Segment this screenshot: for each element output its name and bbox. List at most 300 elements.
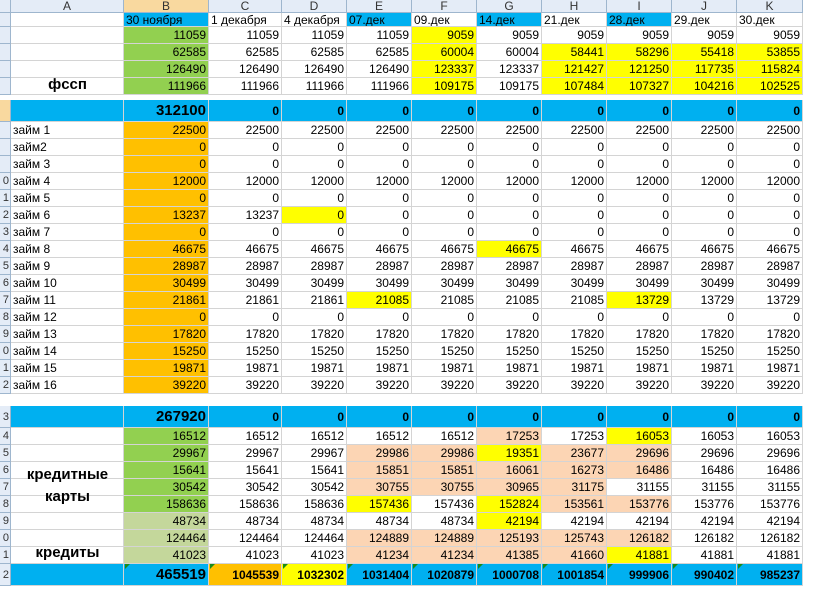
cell[interactable]: 30755 xyxy=(412,479,477,496)
cell[interactable]: 15250 xyxy=(209,343,282,360)
cell[interactable]: 124889 xyxy=(412,530,477,547)
row-label[interactable] xyxy=(11,428,124,445)
cell[interactable]: 0 xyxy=(412,207,477,224)
row-number[interactable] xyxy=(0,13,11,27)
cell[interactable]: 29986 xyxy=(347,445,412,462)
cell[interactable]: 0 xyxy=(737,224,803,241)
cell[interactable]: 0 xyxy=(542,100,607,122)
cell[interactable]: 0 xyxy=(412,406,477,428)
cell[interactable]: 123337 xyxy=(477,61,542,78)
date-header-0[interactable] xyxy=(11,13,124,27)
cell[interactable]: 19871 xyxy=(737,360,803,377)
cell[interactable]: 1000708 xyxy=(477,564,542,586)
cell[interactable]: 153776 xyxy=(737,496,803,513)
cell[interactable]: 0 xyxy=(542,224,607,241)
row-number[interactable]: 5 xyxy=(0,258,11,275)
cell[interactable]: 46675 xyxy=(607,241,672,258)
row-number[interactable]: 1 xyxy=(0,190,11,207)
cell[interactable]: 29967 xyxy=(282,445,347,462)
cell[interactable]: 39220 xyxy=(737,377,803,394)
cell[interactable]: 9059 xyxy=(672,27,737,44)
column-header-E[interactable]: E xyxy=(347,0,412,13)
cell[interactable]: 0 xyxy=(672,224,737,241)
cell[interactable]: 17820 xyxy=(737,326,803,343)
row-label[interactable]: займ 6 xyxy=(11,207,124,224)
cell[interactable]: 46675 xyxy=(124,241,209,258)
cell[interactable]: 0 xyxy=(737,406,803,428)
cell[interactable]: 39220 xyxy=(477,377,542,394)
cell[interactable]: 29696 xyxy=(607,445,672,462)
cell[interactable]: 19871 xyxy=(542,360,607,377)
cell[interactable]: 0 xyxy=(607,156,672,173)
row-number[interactable]: 2 xyxy=(0,377,11,394)
cell[interactable]: 0 xyxy=(672,139,737,156)
cell[interactable]: 12000 xyxy=(607,173,672,190)
cell[interactable]: 0 xyxy=(124,224,209,241)
row-number[interactable]: 5 xyxy=(0,445,11,462)
cell[interactable]: 15250 xyxy=(477,343,542,360)
cell[interactable]: 0 xyxy=(737,139,803,156)
cell[interactable]: 124889 xyxy=(347,530,412,547)
cell[interactable]: 22500 xyxy=(477,122,542,139)
cell[interactable]: 0 xyxy=(209,309,282,326)
row-label[interactable] xyxy=(11,406,124,428)
cell[interactable]: 22500 xyxy=(209,122,282,139)
cell[interactable]: 16061 xyxy=(477,462,542,479)
cell[interactable]: 19871 xyxy=(124,360,209,377)
row-label[interactable]: займ 10 xyxy=(11,275,124,292)
cell[interactable]: 125743 xyxy=(542,530,607,547)
cell[interactable]: 46675 xyxy=(477,241,542,258)
row-label[interactable]: займ 1 xyxy=(11,122,124,139)
cell[interactable]: 28987 xyxy=(124,258,209,275)
row-number[interactable] xyxy=(0,122,11,139)
row-number[interactable]: 1 xyxy=(0,360,11,377)
cell[interactable]: 30965 xyxy=(477,479,542,496)
row-label[interactable]: займ 4 xyxy=(11,173,124,190)
column-header-I[interactable]: I xyxy=(607,0,672,13)
row-number[interactable] xyxy=(0,27,11,44)
cell[interactable]: 124464 xyxy=(124,530,209,547)
row-number[interactable]: 3 xyxy=(0,406,11,428)
cell[interactable]: 16512 xyxy=(347,428,412,445)
cell[interactable]: 0 xyxy=(282,100,347,122)
cell[interactable]: 39220 xyxy=(542,377,607,394)
cell[interactable]: 0 xyxy=(737,100,803,122)
cell[interactable]: 0 xyxy=(477,309,542,326)
cell[interactable]: 107484 xyxy=(542,78,607,95)
cell[interactable]: 23677 xyxy=(542,445,607,462)
cell[interactable]: 0 xyxy=(124,190,209,207)
cell[interactable]: 0 xyxy=(542,309,607,326)
cell[interactable]: 312100 xyxy=(124,100,209,122)
cell[interactable]: 42194 xyxy=(672,513,737,530)
cell[interactable]: 29696 xyxy=(672,445,737,462)
cell[interactable]: 30499 xyxy=(477,275,542,292)
cell[interactable]: 115824 xyxy=(737,61,803,78)
cell[interactable]: 39220 xyxy=(209,377,282,394)
cell[interactable]: 0 xyxy=(412,224,477,241)
cell[interactable]: 16053 xyxy=(737,428,803,445)
row-number[interactable]: 0 xyxy=(0,530,11,547)
cell[interactable]: 30499 xyxy=(412,275,477,292)
cell[interactable]: 17253 xyxy=(477,428,542,445)
cell[interactable]: 17820 xyxy=(282,326,347,343)
cell[interactable]: 39220 xyxy=(672,377,737,394)
cell[interactable]: 0 xyxy=(209,406,282,428)
cell[interactable]: 0 xyxy=(347,406,412,428)
row-number[interactable]: 8 xyxy=(0,309,11,326)
cell[interactable]: 0 xyxy=(347,224,412,241)
cell[interactable]: 12000 xyxy=(347,173,412,190)
cell[interactable]: 9059 xyxy=(607,27,672,44)
column-header-F[interactable]: F xyxy=(412,0,477,13)
row-number[interactable]: 7 xyxy=(0,479,11,496)
cell[interactable]: 30499 xyxy=(347,275,412,292)
cell[interactable]: 41881 xyxy=(672,547,737,564)
row-label[interactable]: займ 3 xyxy=(11,156,124,173)
cell[interactable]: 62585 xyxy=(282,44,347,61)
cell[interactable]: 0 xyxy=(347,156,412,173)
cell[interactable]: 15641 xyxy=(124,462,209,479)
cell[interactable]: 9059 xyxy=(737,27,803,44)
cell[interactable]: 126182 xyxy=(607,530,672,547)
cell[interactable]: 0 xyxy=(542,190,607,207)
cell[interactable]: 16486 xyxy=(672,462,737,479)
cell[interactable]: 21085 xyxy=(412,292,477,309)
cell[interactable]: 157436 xyxy=(347,496,412,513)
cell[interactable]: 39220 xyxy=(607,377,672,394)
cell[interactable]: 0 xyxy=(209,224,282,241)
cell[interactable]: 0 xyxy=(347,139,412,156)
cell[interactable]: 0 xyxy=(672,156,737,173)
cell[interactable]: 31155 xyxy=(672,479,737,496)
cell[interactable]: 0 xyxy=(607,139,672,156)
cell[interactable]: 19871 xyxy=(209,360,282,377)
cell[interactable]: 62585 xyxy=(209,44,282,61)
cell[interactable]: 267920 xyxy=(124,406,209,428)
cell[interactable]: 39220 xyxy=(124,377,209,394)
cell[interactable]: 0 xyxy=(209,100,282,122)
cell[interactable]: 11059 xyxy=(124,27,209,44)
row-label[interactable]: займ2 xyxy=(11,139,124,156)
cell[interactable]: 31155 xyxy=(607,479,672,496)
cell[interactable]: 0 xyxy=(282,406,347,428)
cell[interactable]: 0 xyxy=(672,309,737,326)
date-header-3[interactable]: 4 декабря xyxy=(282,13,347,27)
cell[interactable]: 0 xyxy=(124,139,209,156)
cell[interactable]: 0 xyxy=(477,100,542,122)
cell[interactable]: 30499 xyxy=(209,275,282,292)
row-number[interactable] xyxy=(0,78,11,95)
date-header-10[interactable]: 30.дек xyxy=(737,13,803,27)
row-number[interactable]: 8 xyxy=(0,496,11,513)
cell[interactable]: 16053 xyxy=(672,428,737,445)
cell[interactable]: 12000 xyxy=(124,173,209,190)
cell[interactable]: 985237 xyxy=(737,564,803,586)
cell[interactable]: 48734 xyxy=(347,513,412,530)
row-number[interactable]: 3 xyxy=(0,224,11,241)
cell[interactable]: 41881 xyxy=(737,547,803,564)
cell[interactable]: 111966 xyxy=(124,78,209,95)
cell[interactable]: 1045539 xyxy=(209,564,282,586)
cell[interactable]: 1020879 xyxy=(412,564,477,586)
cell[interactable]: 28987 xyxy=(412,258,477,275)
cell[interactable]: 0 xyxy=(607,224,672,241)
cell[interactable]: 21861 xyxy=(209,292,282,309)
row-label[interactable] xyxy=(11,27,124,44)
cell[interactable]: 28987 xyxy=(209,258,282,275)
cell[interactable]: 0 xyxy=(477,156,542,173)
cell[interactable]: 107327 xyxy=(607,78,672,95)
row-number[interactable]: 4 xyxy=(0,428,11,445)
cell[interactable]: 104216 xyxy=(672,78,737,95)
cell[interactable]: 28987 xyxy=(672,258,737,275)
cell[interactable]: 19871 xyxy=(477,360,542,377)
cell[interactable]: 0 xyxy=(412,190,477,207)
cell[interactable]: 153776 xyxy=(672,496,737,513)
cell[interactable]: 19871 xyxy=(347,360,412,377)
cell[interactable]: 21085 xyxy=(542,292,607,309)
cell[interactable]: 0 xyxy=(282,309,347,326)
cell[interactable]: 12000 xyxy=(737,173,803,190)
cell[interactable]: 465519 xyxy=(124,564,209,586)
row-label[interactable]: займ 13 xyxy=(11,326,124,343)
cell[interactable]: 30755 xyxy=(347,479,412,496)
row-label[interactable]: займ 12 xyxy=(11,309,124,326)
cell[interactable]: 17253 xyxy=(542,428,607,445)
cell[interactable]: 0 xyxy=(412,139,477,156)
cell[interactable]: 42194 xyxy=(737,513,803,530)
cell[interactable]: 29967 xyxy=(209,445,282,462)
cell[interactable]: 15250 xyxy=(607,343,672,360)
cell[interactable]: 0 xyxy=(282,207,347,224)
cell[interactable]: 17820 xyxy=(607,326,672,343)
cell[interactable]: 22500 xyxy=(737,122,803,139)
cell[interactable]: 17820 xyxy=(209,326,282,343)
cell[interactable]: 11059 xyxy=(347,27,412,44)
cell[interactable]: 126182 xyxy=(672,530,737,547)
cell[interactable]: 12000 xyxy=(282,173,347,190)
cell[interactable]: 0 xyxy=(737,156,803,173)
cell[interactable]: 15641 xyxy=(282,462,347,479)
row-number[interactable] xyxy=(0,139,11,156)
cell[interactable]: 0 xyxy=(737,190,803,207)
row-number[interactable] xyxy=(0,156,11,173)
cell[interactable]: 30499 xyxy=(672,275,737,292)
cell[interactable]: 126490 xyxy=(124,61,209,78)
row-number[interactable]: 6 xyxy=(0,275,11,292)
cell[interactable]: 0 xyxy=(282,139,347,156)
cell[interactable]: 55418 xyxy=(672,44,737,61)
cell[interactable]: 22500 xyxy=(672,122,737,139)
cell[interactable]: 0 xyxy=(607,190,672,207)
cell[interactable]: 30542 xyxy=(209,479,282,496)
row-number[interactable]: 0 xyxy=(0,343,11,360)
cell[interactable]: 0 xyxy=(672,207,737,224)
cell[interactable]: 48734 xyxy=(209,513,282,530)
cell[interactable]: 121427 xyxy=(542,61,607,78)
cell[interactable]: 0 xyxy=(477,224,542,241)
cell[interactable]: 17820 xyxy=(672,326,737,343)
cell[interactable]: 0 xyxy=(347,309,412,326)
column-header-A[interactable]: A xyxy=(11,0,124,13)
cell[interactable]: 60004 xyxy=(477,44,542,61)
row-label[interactable]: займ 15 xyxy=(11,360,124,377)
cell[interactable]: 30542 xyxy=(282,479,347,496)
cell[interactable]: 0 xyxy=(282,224,347,241)
cell[interactable]: 17820 xyxy=(347,326,412,343)
cell[interactable]: 111966 xyxy=(347,78,412,95)
cell[interactable]: 19871 xyxy=(607,360,672,377)
cell[interactable]: 0 xyxy=(209,139,282,156)
column-header-B[interactable]: B xyxy=(124,0,209,13)
cell[interactable]: 0 xyxy=(282,156,347,173)
cell[interactable]: 16512 xyxy=(209,428,282,445)
cell[interactable]: 9059 xyxy=(412,27,477,44)
cell[interactable]: 158636 xyxy=(282,496,347,513)
cell[interactable]: 12000 xyxy=(542,173,607,190)
cell[interactable]: 126490 xyxy=(209,61,282,78)
cell[interactable]: 41023 xyxy=(124,547,209,564)
cell[interactable]: 0 xyxy=(477,207,542,224)
cell[interactable]: 29967 xyxy=(124,445,209,462)
cell[interactable]: 28987 xyxy=(607,258,672,275)
row-label[interactable] xyxy=(11,564,124,586)
cell[interactable]: 157436 xyxy=(412,496,477,513)
cell[interactable]: 123337 xyxy=(412,61,477,78)
cell[interactable]: 28987 xyxy=(282,258,347,275)
cell[interactable]: 0 xyxy=(124,309,209,326)
cell[interactable]: 41234 xyxy=(347,547,412,564)
row-label[interactable]: займ 11 xyxy=(11,292,124,309)
row-label[interactable]: займ 7 xyxy=(11,224,124,241)
cell[interactable]: 41660 xyxy=(542,547,607,564)
cell[interactable]: 42194 xyxy=(607,513,672,530)
column-header-D[interactable]: D xyxy=(282,0,347,13)
cell[interactable]: 158636 xyxy=(209,496,282,513)
cell[interactable]: 0 xyxy=(347,207,412,224)
row-number[interactable]: 4 xyxy=(0,241,11,258)
cell[interactable]: 28987 xyxy=(737,258,803,275)
cell[interactable]: 125193 xyxy=(477,530,542,547)
cell[interactable]: 0 xyxy=(607,406,672,428)
row-number[interactable]: 9 xyxy=(0,326,11,343)
cell[interactable]: 39220 xyxy=(412,377,477,394)
cell[interactable]: 11059 xyxy=(282,27,347,44)
cell[interactable]: 41385 xyxy=(477,547,542,564)
cell[interactable]: 0 xyxy=(347,190,412,207)
cell[interactable]: 17820 xyxy=(124,326,209,343)
cell[interactable]: 0 xyxy=(477,190,542,207)
cell[interactable]: 0 xyxy=(209,190,282,207)
cell[interactable]: 0 xyxy=(672,406,737,428)
row-label[interactable] xyxy=(11,513,124,530)
cell[interactable]: 124464 xyxy=(209,530,282,547)
cell[interactable]: 58441 xyxy=(542,44,607,61)
cell[interactable]: 22500 xyxy=(607,122,672,139)
column-header-H[interactable]: H xyxy=(542,0,607,13)
cell[interactable]: 21861 xyxy=(124,292,209,309)
cell[interactable]: 19871 xyxy=(412,360,477,377)
cell[interactable]: 13237 xyxy=(209,207,282,224)
cell[interactable]: 15851 xyxy=(412,462,477,479)
cell[interactable]: 28987 xyxy=(542,258,607,275)
cell[interactable]: 999906 xyxy=(607,564,672,586)
date-header-1[interactable]: 30 ноября xyxy=(124,13,209,27)
cell[interactable]: 30499 xyxy=(607,275,672,292)
date-header-8[interactable]: 28.дек xyxy=(607,13,672,27)
cell[interactable]: 29986 xyxy=(412,445,477,462)
cell[interactable]: 111966 xyxy=(209,78,282,95)
cell[interactable]: 48734 xyxy=(412,513,477,530)
column-header-G[interactable]: G xyxy=(477,0,542,13)
cell[interactable]: 29696 xyxy=(737,445,803,462)
cell[interactable]: 11059 xyxy=(209,27,282,44)
cell[interactable]: 17820 xyxy=(477,326,542,343)
cell[interactable]: 152824 xyxy=(477,496,542,513)
cell[interactable]: 9059 xyxy=(477,27,542,44)
cell[interactable]: 0 xyxy=(412,309,477,326)
cell[interactable]: 990402 xyxy=(672,564,737,586)
cell[interactable]: 126490 xyxy=(282,61,347,78)
cell[interactable]: 1032302 xyxy=(282,564,347,586)
cell[interactable]: 15250 xyxy=(542,343,607,360)
date-header-9[interactable]: 29.дек xyxy=(672,13,737,27)
row-label[interactable]: займ 5 xyxy=(11,190,124,207)
cell[interactable]: 19871 xyxy=(672,360,737,377)
cell[interactable]: 16486 xyxy=(737,462,803,479)
row-number[interactable]: 9 xyxy=(0,513,11,530)
cell[interactable]: 12000 xyxy=(477,173,542,190)
cell[interactable]: 0 xyxy=(542,156,607,173)
cell[interactable]: 48734 xyxy=(282,513,347,530)
cell[interactable]: 0 xyxy=(477,406,542,428)
cell[interactable]: 0 xyxy=(412,156,477,173)
cell[interactable]: 41234 xyxy=(412,547,477,564)
cell[interactable]: 60004 xyxy=(412,44,477,61)
cell[interactable]: 48734 xyxy=(124,513,209,530)
row-number[interactable]: 1 xyxy=(0,547,11,564)
column-header-J[interactable]: J xyxy=(672,0,737,13)
cell[interactable]: 42194 xyxy=(542,513,607,530)
cell[interactable]: 15641 xyxy=(209,462,282,479)
cell[interactable]: 0 xyxy=(347,100,412,122)
date-header-2[interactable]: 1 декабря xyxy=(209,13,282,27)
cell[interactable]: 109175 xyxy=(412,78,477,95)
row-label[interactable]: займ 14 xyxy=(11,343,124,360)
cell[interactable]: 0 xyxy=(542,406,607,428)
cell[interactable]: 12000 xyxy=(672,173,737,190)
cell[interactable]: 39220 xyxy=(282,377,347,394)
cell[interactable]: 30499 xyxy=(282,275,347,292)
cell[interactable]: 15250 xyxy=(737,343,803,360)
cell[interactable]: 19351 xyxy=(477,445,542,462)
row-label[interactable]: займ 16 xyxy=(11,377,124,394)
cell[interactable]: 0 xyxy=(542,139,607,156)
row-label[interactable] xyxy=(11,100,124,122)
cell[interactable]: 13729 xyxy=(607,292,672,309)
cell[interactable]: 31175 xyxy=(542,479,607,496)
row-number[interactable]: 0 xyxy=(0,173,11,190)
cell[interactable]: 62585 xyxy=(347,44,412,61)
cell[interactable]: 0 xyxy=(209,156,282,173)
cell[interactable]: 0 xyxy=(737,207,803,224)
date-header-4[interactable]: 07.дек xyxy=(347,13,412,27)
cell[interactable]: 58296 xyxy=(607,44,672,61)
cell[interactable]: 12000 xyxy=(412,173,477,190)
row-number[interactable] xyxy=(0,61,11,78)
